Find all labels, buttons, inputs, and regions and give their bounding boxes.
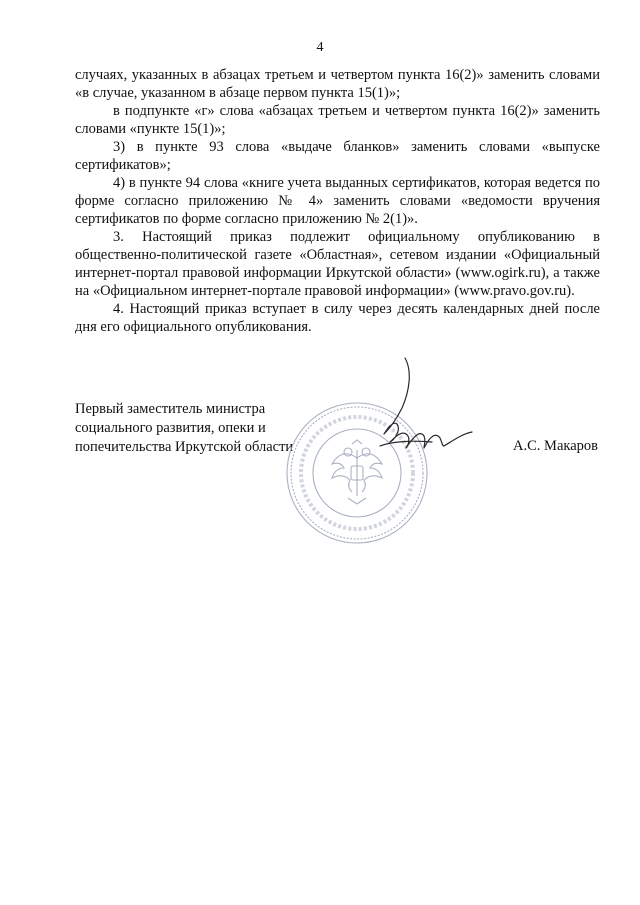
position-line: попечительства Иркутской области [75,439,294,455]
signer-name: А.С. Макаров [513,438,598,454]
paragraph-subitem-g: в подпункте «г» слова «абзацах третьем и четвертом пункта 16(2)» заменить словами «пункте 15(1)»; [75,103,600,137]
paragraph-item-4: 4) в пункте 94 слова «книге учета выданных сертификатов, которая ведется по форме согласно приложению № 4» заменить словами «ведомости вручения сертификатов по форме согласно приложению № 2(1)». [75,175,600,227]
paragraph-publication: 3. Настоящий приказ подлежит официальному опубликованию в общественно-политической газете «Областная», сетевом издании «Официальный интернет-портал правовой информации Иркутской области» (www.ogirk.ru), а также на «Официальном интернет-портале правовой информации» (www.pravo.gov.ru). [75,229,600,299]
handwritten-signature-icon [350,350,480,460]
position-line: социального развития, опеки и [75,420,266,436]
paragraph-effective-date: 4. Настоящий приказ вступает в силу через десять календарных дней после дня его официального опубликования. [75,301,600,335]
position-line: Первый заместитель министра [75,401,266,417]
document-body [75,66,600,336]
paragraph-item-3: 3) в пункте 93 слова «выдаче бланков» заменить словами «выпуске сертификатов»; [75,139,600,173]
paragraph-continuation: случаях, указанных в абзацах третьем и четвертом пункта 16(2)» заменить словами «в случае, указанном в абзаце первом пункта 15(1)»; [75,67,600,101]
page-number: 4 [316,40,324,55]
